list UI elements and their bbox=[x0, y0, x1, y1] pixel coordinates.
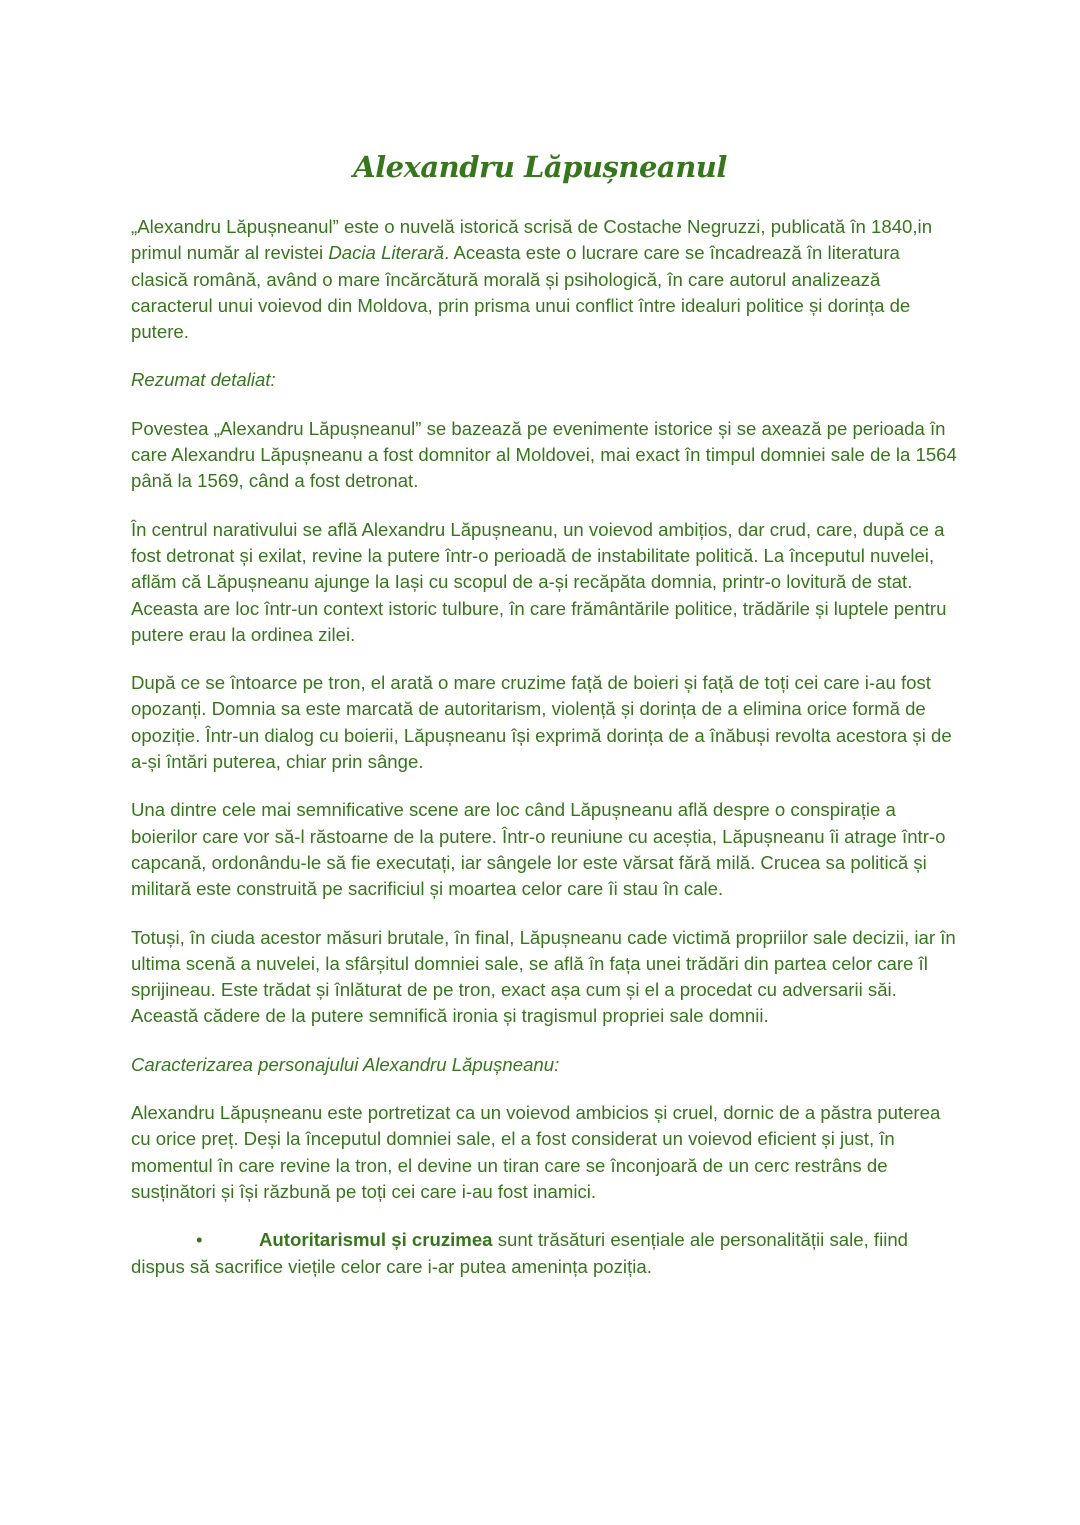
character-heading: Caracterizarea personajului Alexandru Lăpușneanu: bbox=[131, 1053, 560, 1075]
intro-paragraph bbox=[131, 214, 961, 345]
document-title: Alexandru Lăpușneanul bbox=[353, 150, 727, 184]
intro-text-start: „Alexandru Lăpușneanul” este o nuvelă istorică scrisă de Costache Negruzzi, publicată în 1840,in primul număr al revistei bbox=[131, 216, 933, 264]
summary-paragraph-1: Povestea „Alexandru Lăpușneanul” se bazează pe evenimente istorice și se axează pe perioada în care Alexandru Lăpușneanu a fost domnitor al Moldovei, mai exact în timpul domniei sale de la 1564 până la 1569, când a fost detronat. bbox=[131, 417, 957, 492]
intro-text-end: . Aceasta este o lucrare care se încadrează în literatura clasică română, având o mare încărcătură morală și psihologică, în care autorul analizează caracterul unui voievod din Moldova, prin prisma unui conflict între idealuri politice și dorința de putere. bbox=[131, 242, 911, 343]
bullet-mark: • bbox=[196, 1229, 203, 1251]
bullet-item bbox=[131, 1227, 961, 1280]
summary-paragraph-2: În centrul narativului se află Alexandru Lăpușneanu, un voievod ambițios, dar crud, care, după ce a fost detronat și exilat, revine la putere într-o perioadă de instabilitate politică. La începutul nuvelei, aflăm că Lăpușneanu ajunge la Iași cu scopul de a-și recăpăta domnia, printr-o lovitură de stat. Aceasta are loc într-un context istoric tulbure, în care frământările politice, trădările și luptele pentru putere erau la ordinea zilei. bbox=[131, 518, 947, 645]
bullet-bold-text: Autoritarismul și cruzimea bbox=[259, 1229, 493, 1251]
document-body bbox=[131, 214, 961, 1302]
bullet-text: sunt trăsături esențiale ale personalității sale, fiind dispus să sacrifice viețile celor care i-ar putea amenința poziția. bbox=[131, 1229, 909, 1277]
summary-paragraph-4: Una dintre cele mai semnificative scene are loc când Lăpușneanu află despre o conspirație a boierilor care vor să-l răstoarne de la putere. Într-o reuniune cu aceștia, Lăpușneanu îi atrage într-o capcană, ordonându-le să fie executați, iar sângele lor este vărsat fără milă. Crucea sa politică și militară este construită pe sacrificiul și moartea celor care îi stau în cale. bbox=[131, 799, 946, 900]
summary-paragraph-3: După ce se întoarce pe tron, el arată o mare cruzime față de boieri și față de toți cei care i-au fost opozanți. Domnia sa este marcată de autoritarism, violență și dorința de a elimina orice formă de opoziție. Într-un dialog cu boierii, Lăpușneanu își exprimă dorința de a înăbuși revolta acestora și de a-și întări puterea, chiar prin sânge. bbox=[131, 672, 952, 773]
character-paragraph: Alexandru Lăpușneanu este portretizat ca un voievod ambicios și cruel, dornic de a păstra puterea cu orice preț. Deși la începutul domniei sale, el a fost considerat un voievod eficient și just, în momentul în care revine la tron, el devine un tiran care se înconjoară de un cerc restrâns de susținători și își răzbună pe toți cei care i-au fost inamici. bbox=[131, 1102, 941, 1202]
summary-heading: Rezumat detaliat: bbox=[131, 369, 276, 391]
summary-paragraph-5: Totuși, în ciuda acestor măsuri brutale, în final, Lăpușneanu cade victimă propriilor sale decizii, iar în ultima scenă a nuvelei, la sfârșitul domniei sale, se află în fața unei trădări din partea celor care îl sprijineau. Este trădat și înlăturat de pe tron, exact așa cum și el a procedat cu adversarii săi. Această cădere de la putere semnifică ironia și tragismul propriei sale domnii. bbox=[131, 926, 956, 1027]
journal-name: Dacia Literară bbox=[328, 242, 445, 264]
